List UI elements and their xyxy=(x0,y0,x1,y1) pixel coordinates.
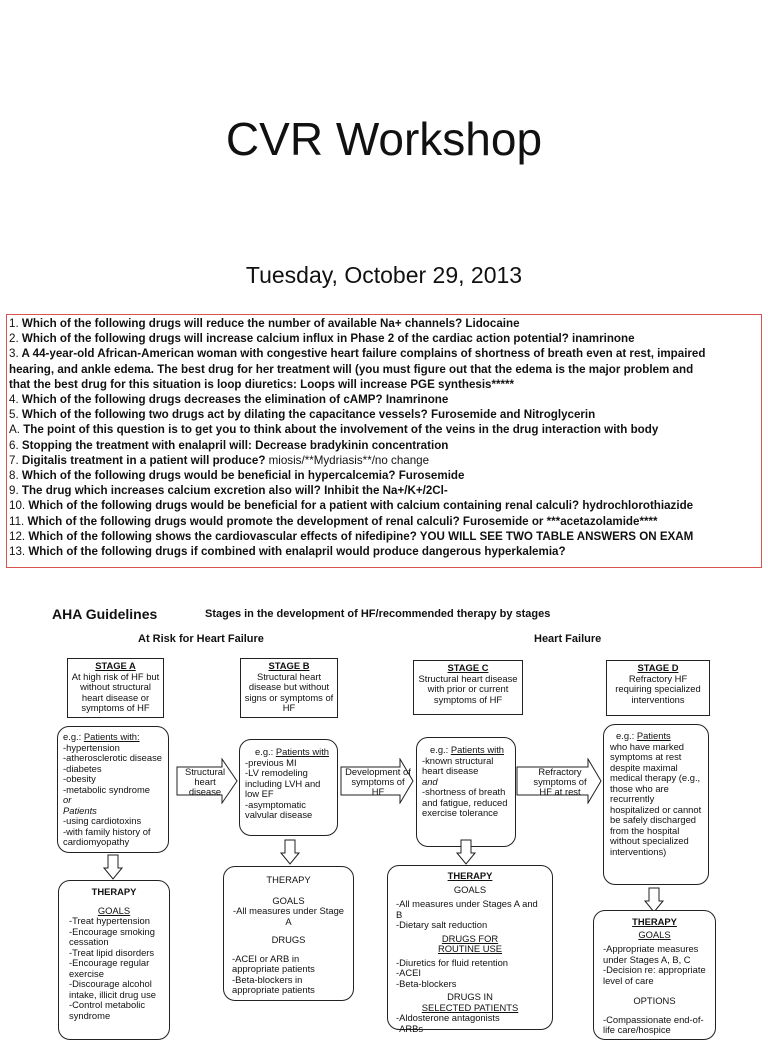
stage-c-desc: Structural heart disease with prior or current symptoms of HF xyxy=(418,672,518,705)
question-line xyxy=(9,331,761,346)
stage-a-item: -using cardiotoxins xyxy=(63,815,142,826)
stage-c-routine-item: -Diuretics for fluid retention xyxy=(396,956,509,968)
arrow-label-structural: Structural heart disease xyxy=(184,766,226,797)
stage-c-routine-item: -Beta-blockers xyxy=(396,977,457,989)
stage-a-patients: Patients xyxy=(63,804,97,816)
stage-d-therapy-item: -Appropriate measures under Stages A, B, C xyxy=(603,943,699,965)
stage-a-eg: e.g.: xyxy=(63,731,84,742)
question-line xyxy=(9,422,761,437)
question-text: Which of the following drugs if combined with enalapril would produce dangerous hyperkalemia? xyxy=(25,545,566,559)
stage-b-therapy-box xyxy=(223,866,354,1001)
stage-b-label: STAGE B xyxy=(268,660,310,671)
question-text: Which of the following drugs would be beneficial in hypercalcemia? Furosemide xyxy=(18,469,465,483)
question-number: 9. xyxy=(9,484,19,498)
stage-a-item: -with family history of cardiomyopathy xyxy=(63,825,151,847)
question-line xyxy=(9,468,761,483)
question-number: 1. xyxy=(9,317,19,330)
stage-a-therapy-item: -Discourage alcohol intake, illicit drug use xyxy=(69,978,157,1000)
page-date: Tuesday, October 29, 2013 xyxy=(245,262,523,288)
arrow-label-refractory: Refractory symptoms of HF at rest xyxy=(533,766,587,797)
question-list xyxy=(6,314,762,568)
arrow-label-symptoms: Development of symptoms of HF xyxy=(345,766,411,797)
heart-failure-label: Heart Failure xyxy=(534,633,602,645)
stage-d-therapy-box xyxy=(593,910,716,1040)
stage-b-eg: e.g.: xyxy=(255,746,276,757)
stage-c-patients-box xyxy=(416,737,516,847)
stage-b-drugs: DRUGS xyxy=(271,934,306,945)
question-text: Which of the following shows the cardiovascular effects of nifedipine? YOU WILL SEE TWO TABLE ANSWERS ON EXAM xyxy=(25,529,694,543)
page-title: CVR Workshop xyxy=(225,113,543,165)
hf-stages-figure xyxy=(0,590,768,1035)
stage-a-label: STAGE A xyxy=(95,660,136,671)
stage-a-goals: GOALS xyxy=(97,904,131,916)
stage-d-desc: Refractory HF requiring specialized interventions xyxy=(615,672,701,705)
stage-d-patients: Patients xyxy=(636,730,671,741)
stage-c-item: -shortness of breath and fatigue, reduced exercise tolerance xyxy=(422,786,508,818)
question-line xyxy=(9,407,761,422)
question-line xyxy=(9,529,761,544)
question-number: 8. xyxy=(9,469,19,483)
stage-d-label: STAGE D xyxy=(637,662,679,673)
question-text: Which of the following drugs would promote the development of renal calculi? Furosemide or ***acetazolamide**** xyxy=(24,514,658,528)
stage-d-box xyxy=(606,660,710,716)
stage-d-goals: GOALS xyxy=(638,928,671,940)
stage-b-box xyxy=(240,658,338,718)
question-text: Which of the following drugs would be beneficial for a patient with calcium containing renal calculi? hydrochlorothiazide xyxy=(25,499,694,513)
stage-a-therapy-item: -Encourage smoking cessation xyxy=(69,925,155,947)
question-text: A 44-year-old African-American woman with congestive heart failure complains of shortness of breath even at rest, impaired xyxy=(18,347,706,361)
question-text: Stopping the treatment with enalapril will: Decrease bradykinin concentration xyxy=(18,438,449,452)
question-line xyxy=(9,316,761,331)
stage-a-item: -diabetes xyxy=(63,762,102,774)
stage-c-selected-item: -ARBs xyxy=(396,1022,424,1034)
stage-c-routine-heading: ROUTINE USE xyxy=(437,943,503,954)
question-number: 11. xyxy=(9,514,25,528)
stage-b-item: -asymptomatic valvular disease xyxy=(245,798,313,820)
stage-c-therapy-box xyxy=(387,865,553,1034)
question-text: Which of the following drugs will reduce the number of available Na+ channels? Lidocaine xyxy=(18,317,520,330)
stage-a-item: -atherosclerotic disease xyxy=(63,752,163,763)
question-answer: miosis/**Mydriasis**/no change xyxy=(265,453,430,467)
stage-a-item: -metabolic syndrome xyxy=(63,783,151,795)
at-risk-label: At Risk for Heart Failure xyxy=(138,633,264,645)
question-number: 2. xyxy=(9,332,19,346)
arrow-down-icon xyxy=(103,854,123,880)
stage-c-therapy-title: THERAPY xyxy=(447,870,493,881)
stage-d-options-item: -Compassionate end-of-life care/hospice xyxy=(603,1013,704,1035)
stage-a-patients-with: Patients with: xyxy=(83,731,140,742)
stage-b-therapy-title: THERAPY xyxy=(266,874,311,885)
question-line xyxy=(9,544,761,559)
question-number: 12. xyxy=(9,529,26,543)
question-line xyxy=(9,362,761,377)
question-number: 10. xyxy=(9,499,26,513)
stage-a-therapy-box xyxy=(58,880,170,1040)
question-text: The point of this question is to get you to think about the involvement of the veins in the drug interaction with body xyxy=(19,423,659,437)
stage-b-goals-item: -All measures under Stage A xyxy=(233,905,344,927)
question-line xyxy=(9,453,761,468)
question-text: hearing, and ankle edema. The best drug for her treatment will (you must figure out that the edema is the major problem and xyxy=(9,362,694,376)
stage-b-item: -previous MI xyxy=(245,756,297,768)
stage-c-selected-heading: DRUGS IN xyxy=(447,991,493,1002)
question-text: The drug which increases calcium excretion also will? Inhibit the Na+/K+/2Cl- xyxy=(18,484,448,498)
stage-b-therapy-item: -ACEI or ARB in appropriate patients xyxy=(232,952,315,974)
question-number: A. xyxy=(9,423,20,437)
stage-b-goals: GOALS xyxy=(272,894,305,906)
stage-a-therapy-item: -Treat lipid disorders xyxy=(69,946,155,958)
arrow-down-icon xyxy=(280,839,300,865)
stage-c-routine-item: -ACEI xyxy=(396,967,422,978)
stage-a-or: or xyxy=(63,794,72,805)
question-line xyxy=(9,346,761,361)
stage-b-patients-box xyxy=(239,739,338,836)
question-text: Which of the following two drugs act by dilating the capacitance vessels? Furosemide and Nitroglycerin xyxy=(18,408,596,422)
stage-a-therapy-title: THERAPY xyxy=(91,886,137,897)
stage-c-selected-item: -Aldosterone antagonists xyxy=(396,1012,500,1023)
stage-c-goals-item: -All measures under Stages A and B xyxy=(396,898,538,920)
question-text: Which of the following drugs will increase calcium influx in Phase 2 of the cardiac action potential? inamrinone xyxy=(18,332,635,346)
stage-a-therapy-item: -Control metabolic syndrome xyxy=(69,999,146,1021)
stage-c-item: -known structural heart disease xyxy=(422,754,494,776)
question-line xyxy=(9,438,761,453)
stage-c-box xyxy=(413,660,523,715)
stage-c-routine-heading: DRUGS FOR xyxy=(441,932,499,944)
stage-d-patients-box xyxy=(603,724,709,885)
question-number: 5. xyxy=(9,408,19,422)
stage-a-box xyxy=(67,658,164,718)
stage-c-patients-with: Patients with xyxy=(450,744,505,755)
stage-c-eg: e.g.: xyxy=(430,744,451,755)
stage-b-therapy-item: -Beta-blockers in appropriate patients xyxy=(232,973,315,995)
question-number: 6. xyxy=(9,438,19,452)
question-line xyxy=(9,483,761,498)
stage-a-therapy-item: -Encourage regular exercise xyxy=(69,957,150,979)
stage-b-item: -LV remodeling including LVH and low EF xyxy=(245,767,321,799)
question-text: Which of the following drugs decreases the elimination of cAMP? Inamrinone xyxy=(18,393,449,407)
stage-d-eg: e.g.: xyxy=(616,730,637,741)
stage-a-item: -hypertension xyxy=(63,741,120,753)
question-line xyxy=(9,377,761,392)
stage-c-selected-heading: SELECTED PATIENTS xyxy=(421,1001,519,1013)
question-line xyxy=(9,392,761,407)
question-number: 3. xyxy=(9,347,19,361)
stage-d-therapy-item: -Decision re: appropriate level of care xyxy=(603,964,706,986)
question-line xyxy=(9,498,761,513)
stage-c-goals-item: -Dietary salt reduction xyxy=(396,919,488,930)
question-number: 7. xyxy=(9,453,19,467)
figure-subtitle: Stages in the development of HF/recommended therapy by stages xyxy=(205,608,551,620)
stage-b-patients-with: Patients with xyxy=(275,746,330,757)
stage-a-therapy-item: -Treat hypertension xyxy=(69,915,150,926)
stage-c-label: STAGE C xyxy=(447,662,489,673)
stage-c-goals: GOALS xyxy=(453,883,487,895)
stage-d-text: who have marked symptoms at rest despite maximal medical therapy (e.g., those who are recurrently hospitalized or cannot be safely discharged from the hospital without specialized interventions) xyxy=(610,740,702,857)
stage-c-and: and xyxy=(422,775,438,787)
question-number: 4. xyxy=(9,393,19,407)
stage-a-item: -obesity xyxy=(63,773,96,784)
figure-heading: AHA Guidelines xyxy=(52,606,158,622)
question-text: Digitalis treatment in a patient will produce? xyxy=(18,453,266,467)
stage-b-desc: Structural heart disease but without signs or symptoms of HF xyxy=(244,670,334,713)
stage-d-therapy-title: THERAPY xyxy=(632,916,677,927)
stage-a-desc: At high risk of HF but without structural heart disease or symptoms of HF xyxy=(71,670,160,713)
question-number: 13. xyxy=(9,545,26,559)
stage-d-options: OPTIONS xyxy=(633,995,676,1006)
stage-a-patients-box xyxy=(57,726,169,853)
question-text: that the best drug for this situation is loop diuretics: Loops will increase PGE synthesis***** xyxy=(9,377,515,391)
question-line xyxy=(9,514,761,529)
arrow-down-icon xyxy=(456,839,476,865)
